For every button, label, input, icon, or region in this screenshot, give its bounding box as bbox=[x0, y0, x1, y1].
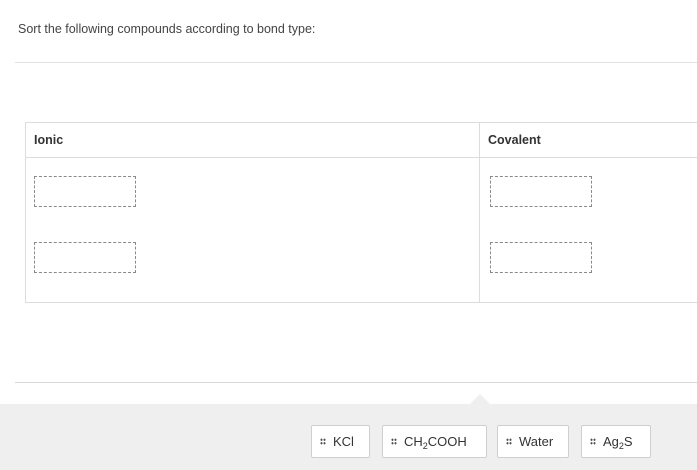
ionic-drop-slot-1[interactable] bbox=[34, 176, 136, 207]
chip-label: $CH_2COOH$ bbox=[404, 434, 467, 451]
covalent-column bbox=[480, 123, 697, 302]
drag-handle-icon bbox=[391, 438, 397, 445]
question-prompt: Sort the following compounds according to bond type: bbox=[18, 22, 316, 36]
covalent-column-header: Covalent bbox=[480, 123, 697, 158]
ionic-column bbox=[26, 123, 480, 302]
bottom-divider bbox=[15, 382, 697, 383]
drag-handle-icon bbox=[320, 438, 326, 445]
chip-label: $Ag_2S$ bbox=[603, 434, 633, 451]
chip-label: Water bbox=[519, 434, 554, 449]
sorting-table bbox=[25, 122, 697, 303]
covalent-drop-slot-1[interactable] bbox=[490, 176, 592, 207]
chip-water[interactable] bbox=[497, 425, 569, 458]
chip-ch2cooh[interactable] bbox=[382, 425, 487, 458]
ionic-drop-slot-2[interactable] bbox=[34, 242, 136, 273]
covalent-drop-slot-2[interactable] bbox=[490, 242, 592, 273]
drag-handle-icon bbox=[590, 438, 596, 445]
ionic-column-header: Ionic bbox=[26, 123, 479, 158]
chip-label: KCl bbox=[333, 434, 354, 449]
tray-pointer bbox=[470, 394, 490, 404]
chip-ag2s[interactable] bbox=[581, 425, 651, 458]
top-divider bbox=[15, 62, 697, 63]
drag-handle-icon bbox=[506, 438, 512, 445]
chip-kcl[interactable] bbox=[311, 425, 370, 458]
